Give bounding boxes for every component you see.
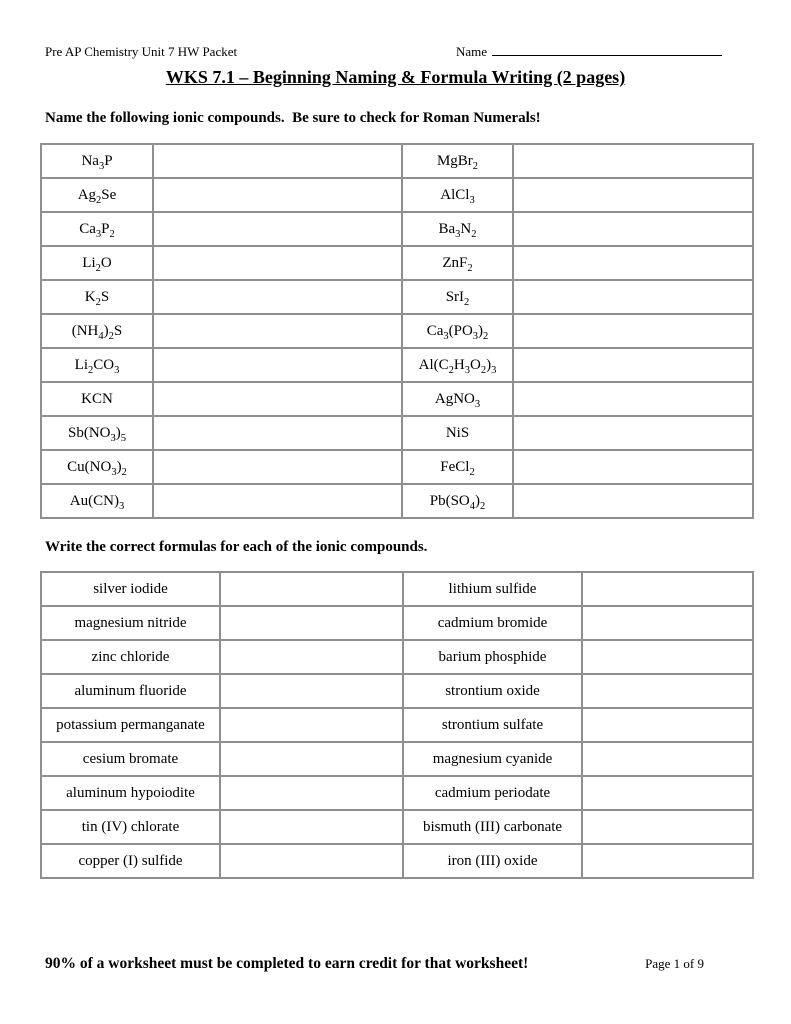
packet-title: Pre AP Chemistry Unit 7 HW Packet <box>45 44 238 59</box>
compound-name-cell: strontium oxide <box>403 674 582 708</box>
compound-formula-cell: FeCl$_2$ <box>402 450 513 484</box>
answer-blank-cell[interactable] <box>153 416 402 450</box>
table-row <box>41 416 753 450</box>
compound-formula-cell: SrI$_2$ <box>402 280 513 314</box>
answer-blank-cell[interactable] <box>153 144 402 178</box>
compound-formula-cell: MgBr$_2$ <box>402 144 513 178</box>
compound-formula-cell: $(NH_4)_2S$ <box>41 314 153 348</box>
compound-name-cell: aluminum fluoride <box>41 674 220 708</box>
compound-formula-cell: AlCl$_3$ <box>402 178 513 212</box>
table-row <box>41 178 753 212</box>
answer-blank-cell[interactable] <box>220 776 403 810</box>
name-field <box>456 42 722 60</box>
answer-blank-cell[interactable] <box>582 606 753 640</box>
table-row <box>41 640 753 674</box>
answer-blank-cell[interactable] <box>153 382 402 416</box>
answer-blank-cell[interactable] <box>153 314 402 348</box>
answer-blank-cell[interactable] <box>513 212 753 246</box>
table-row <box>41 382 753 416</box>
compound-name-cell: magnesium cyanide <box>403 742 582 776</box>
answer-blank-cell[interactable] <box>153 450 402 484</box>
answer-blank-cell[interactable] <box>220 708 403 742</box>
name-blank-line[interactable] <box>492 42 722 56</box>
answer-blank-cell[interactable] <box>513 348 753 382</box>
answer-blank-cell[interactable] <box>582 640 753 674</box>
answer-blank-cell[interactable] <box>513 450 753 484</box>
answer-blank-cell[interactable] <box>220 572 403 606</box>
naming-table <box>40 143 754 519</box>
compound-formula-cell: $Cu(NO_3)_2$ <box>41 450 153 484</box>
answer-blank-cell[interactable] <box>220 844 403 878</box>
table-row <box>41 314 753 348</box>
table-row <box>41 742 753 776</box>
answer-blank-cell[interactable] <box>582 572 753 606</box>
answer-blank-cell[interactable] <box>582 810 753 844</box>
compound-formula-cell: $Ag_2Se$ <box>41 178 153 212</box>
table-row <box>41 348 753 382</box>
table-row <box>41 450 753 484</box>
compound-name-cell: lithium sulfide <box>403 572 582 606</box>
table-row <box>41 246 753 280</box>
compound-formula-cell: $Ca_3P_2$ <box>41 212 153 246</box>
name-label: Name <box>455 44 487 59</box>
answer-blank-cell[interactable] <box>513 314 753 348</box>
table-row <box>41 572 753 606</box>
answer-blank-cell[interactable] <box>220 674 403 708</box>
compound-formula-cell: AgNO$_3$ <box>402 382 513 416</box>
answer-blank-cell[interactable] <box>513 280 753 314</box>
compound-formula-cell: $Pb(SO_4)_2$ <box>402 484 513 518</box>
page-footer <box>45 955 722 973</box>
page-header <box>0 0 791 60</box>
answer-blank-cell[interactable] <box>582 844 753 878</box>
compound-name-cell: aluminum hypoiodite <box>41 776 220 810</box>
table-row <box>41 776 753 810</box>
compound-name-cell: tin (IV) chlorate <box>41 810 220 844</box>
compound-formula-cell: $K_2S$ <box>41 280 153 314</box>
answer-blank-cell[interactable] <box>153 280 402 314</box>
compound-name-cell: iron (III) oxide <box>403 844 582 878</box>
table-row <box>41 606 753 640</box>
answer-blank-cell[interactable] <box>513 416 753 450</box>
answer-blank-cell[interactable] <box>513 178 753 212</box>
answer-blank-cell[interactable] <box>220 640 403 674</box>
compound-name-cell: cesium bromate <box>41 742 220 776</box>
worksheet-title: WKS 7.1 – Beginning Naming & Formula Writing (2 pages) <box>165 67 626 87</box>
table-row <box>41 144 753 178</box>
table-row <box>41 212 753 246</box>
naming-instruction: Name the following ionic compounds. Be sure to check for Roman Numerals! <box>45 110 541 126</box>
formula-instruction: Write the correct formulas for each of the ionic compounds. <box>45 539 428 555</box>
compound-name-cell: cadmium bromide <box>403 606 582 640</box>
answer-blank-cell[interactable] <box>513 382 753 416</box>
answer-blank-cell[interactable] <box>513 144 753 178</box>
table-row <box>41 484 753 518</box>
compound-name-cell: copper (I) sulfide <box>41 844 220 878</box>
answer-blank-cell[interactable] <box>513 484 753 518</box>
compound-name-cell: bismuth (III) carbonate <box>403 810 582 844</box>
compound-name-cell: potassium permanganate <box>41 708 220 742</box>
compound-name-cell: cadmium periodate <box>403 776 582 810</box>
answer-blank-cell[interactable] <box>153 484 402 518</box>
answer-blank-cell[interactable] <box>513 246 753 280</box>
compound-formula-cell: $Au(CN)_3$ <box>41 484 153 518</box>
compound-name-cell: silver iodide <box>41 572 220 606</box>
table-row <box>41 674 753 708</box>
answer-blank-cell[interactable] <box>220 606 403 640</box>
answer-blank-cell[interactable] <box>153 212 402 246</box>
compound-formula-cell: KCN <box>41 382 153 416</box>
credit-note: 90% of a worksheet must be completed to earn credit for that worksheet! <box>45 955 529 972</box>
answer-blank-cell[interactable] <box>582 674 753 708</box>
answer-blank-cell[interactable] <box>582 708 753 742</box>
table-row <box>41 708 753 742</box>
answer-blank-cell[interactable] <box>220 810 403 844</box>
compound-formula-cell: ZnF$_2$ <box>402 246 513 280</box>
compound-formula-cell: $Li_2CO_3$ <box>41 348 153 382</box>
compound-formula-cell: $Li_2O$ <box>41 246 153 280</box>
compound-name-cell: strontium sulfate <box>403 708 582 742</box>
page-number: Page 1 of 9 <box>645 956 704 971</box>
answer-blank-cell[interactable] <box>153 178 402 212</box>
compound-formula-cell: $Na_3P$ <box>41 144 153 178</box>
compound-name-cell: zinc chloride <box>41 640 220 674</box>
compound-formula-cell: NiS <box>402 416 513 450</box>
table-row <box>41 810 753 844</box>
compound-name-cell: barium phosphide <box>403 640 582 674</box>
answer-blank-cell[interactable] <box>153 246 402 280</box>
compound-formula-cell: $Ba_3N_2$ <box>402 212 513 246</box>
compound-formula-cell: $Al(C_2H_3O_2)_3$ <box>402 348 513 382</box>
compound-formula-cell: $Ca_3(PO_3)_2$ <box>402 314 513 348</box>
table-row <box>41 280 753 314</box>
compound-formula-cell: $Sb(NO_3)_5$ <box>41 416 153 450</box>
answer-blank-cell[interactable] <box>220 742 403 776</box>
formula-table <box>40 571 754 879</box>
answer-blank-cell[interactable] <box>582 742 753 776</box>
table-row <box>41 844 753 878</box>
answer-blank-cell[interactable] <box>582 776 753 810</box>
answer-blank-cell[interactable] <box>153 348 402 382</box>
compound-name-cell: magnesium nitride <box>41 606 220 640</box>
